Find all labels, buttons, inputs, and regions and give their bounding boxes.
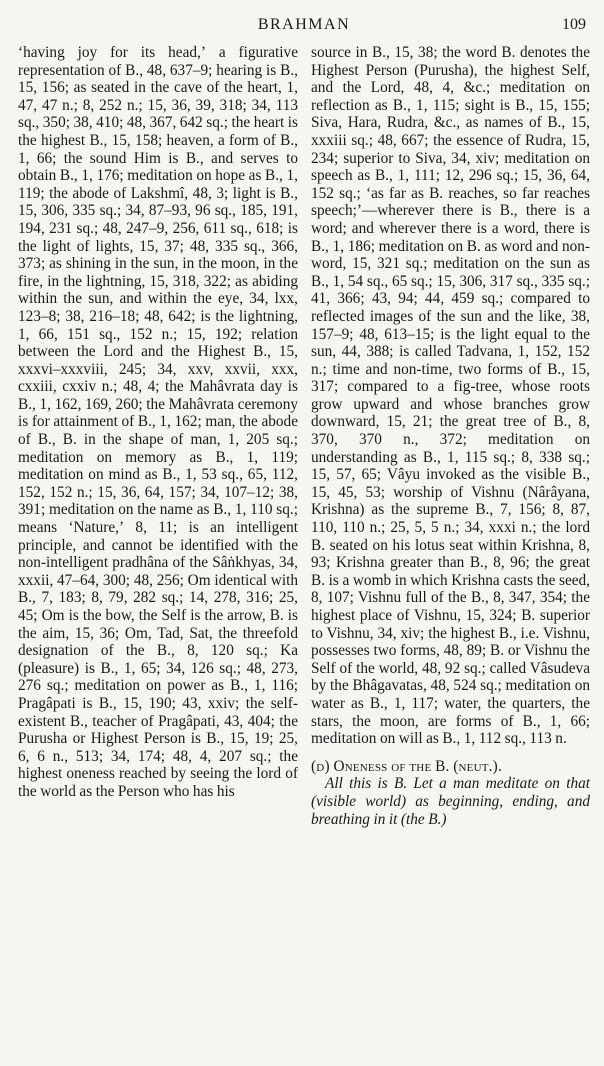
page-header [18, 14, 590, 36]
index-entry-text-right: source in B., 15, 38; the word B. denotes the Highest Person (Purusha), the highest Self, and the Lord, 48, 4, &c.; meditation on reflection as B., 1, 115; sight is B., 15, 155; Siva, Hara, Rudra, &c., as names of B., 15, xxxiii sq.; 48, 667; the essence of Rudra, 15, 234; superior to Siva, 34, xiv; meditation on speech as B., 1, 111; 12, 296 sq.; 15, 36, 64, 152 sq.; ʻas far as B. reaches, so far reaches speech;ʼ—wherever there is B., there is a word; and wherever there is a word, there is B., 1, 186; meditation on B. as word and non-word, 15, 321 sq.; meditation on the sun as B., 1, 54 sq., 65 sq.; 15, 306, 317 sq., 335 sq.; 41, 366; 43, 94; 44, 459 sq.; compared to reflected images of the sun and the like, 38, 157–9; 48, 613–15; is the light equal to the sun, 44, 388; is called Tadvana, 1, 152, 152 n.; time and non-time, two forms of B., 15, 317; compared to a fig-tree, whose roots grow upward and whose branches grow downward, 15, 21; the great tree of B., 8, 370, 370 n., 372; meditation on understanding as B., 1, 115 sq.; 8, 338 sq.; 15, 57, 65; Vâyu invoked as the visible B., 15, 45, 53; worship of Vishnu (Nârâyana, Krishna) as the supreme B., 7, 156; 8, 87, 110, 110 n.; 25, 5, 5 n.; 34, xxxi n.; the lord B. seated on his lotus seat within Krishna, 8, 93; Krishna greater than B., 8, 96; the great B. is a womb in which Krishna casts the seed, 8, 107; Vishnu full of the B., 8, 347, 354; the highest place of Vishnu, 15, 324; B. superior to Vishnu, 34, xiv; the highest B., i.e. Vishnu, possesses two forms, 48, 89; B. or Vishnu the Self of the world, 48, 92 sq.; called Vâsudeva by the Bhâgavatas, 48, 524 sq.; meditation on water as B., 1, 117; water, the quarters, the stars, the moon, are forms of B., 1, 66; meditation on will as B., 1, 112 sq., 113 n. [311, 44, 590, 748]
left-column [18, 44, 298, 828]
section-quote: All this is B. Let a man meditate on that (visible world) as beginning, ending, and breathing in it (the B.) [311, 775, 590, 828]
index-columns [18, 44, 590, 828]
page-number: 109 [562, 16, 586, 33]
index-entry-text-left: ʻhaving joy for its head,ʼ a figurative representation of B., 48, 637–9; hearing is B., 15, 156; as seated in the cave of the heart, 1, 47, 47 n.; 8, 252 n.; 15, 36, 39, 318; 34, 113 sq., 350; 38, 410; 48, 367, 642 sq.; the heart is the highest B., 15, 158; heaven, a form of B., 1, 66; the sound Him is B., and serves to obtain B., 1, 176; meditation on hope as B., 1, 119; the abode of Lakshmî, 48, 3; light is B., 15, 306, 335 sq.; 34, 87–93, 96 sq., 185, 191, 194, 231 sq.; 48, 247–9, 256, 611 sq., 618; is the light of lights, 15, 37; 48, 335 sq., 366, 373; as shining in the sun, in the moon, in the fire, in the lightning, 15, 318, 322; as abiding within the sun, and within the eye, 34, lxx, 123–8; 38, 216–18; 48, 642; is the lightning, 1, 66, 151 sq., 152 n.; 15, 192; relation between the Lord and the Highest B., 15, xxxvi–xxxviii, 245; 34, xxv, xxvii, xxx, cxxiii, cxxiv n.; 48, 4; the Mahâvrata day is B., 1, 162, 169, 260; the Mahâvrata ceremony is for attainment of B., 1, 162; man, the abode of B., B. in the shape of man, 1, 205 sq.; meditation on memory as B., 1, 119; meditation on mind as B., 1, 53 sq., 65, 112, 152, 152 n.; 15, 36, 64, 157; 34, 107–12; 38, 391; meditation on the name as B., 1, 110 sq.; means ʻNature,ʼ 8, 11; is an intelligent principle, and cannot be identified with the non-intelligent pradhâna of the Sâṅkhyas, 34, xxxii, 47–64, 300; 48, 256; Om identical with B., 7, 183; 8, 79, 282 sq.; 14, 278, 316; 25, 45; Om is the bow, the Self is the arrow, B. is the aim, 15, 36; Om, Tad, Sat, the threefold designation of the B., 8, 120 sq.; Ka (pleasure) is B., 1, 65; 34, 126 sq.; 48, 273, 276 sq.; meditation on power as B., 1, 116; Pragâpati is B., 15, 190; 43, xxiv; the self-existent B., teacher of Pragâpati, 43, 404; the Purusha or Highest Person is B., 15, 19; 25, 6, 6 n., 513; 34, 174; 48, 4, 207 sq.; the highest oneness reached by seeing the lord of the world as the Person who has his [18, 44, 298, 800]
right-column [311, 44, 590, 828]
section-subhead: (d) Oneness of the B. (neut.). [311, 757, 502, 775]
running-head: BRAHMAN [257, 16, 351, 33]
